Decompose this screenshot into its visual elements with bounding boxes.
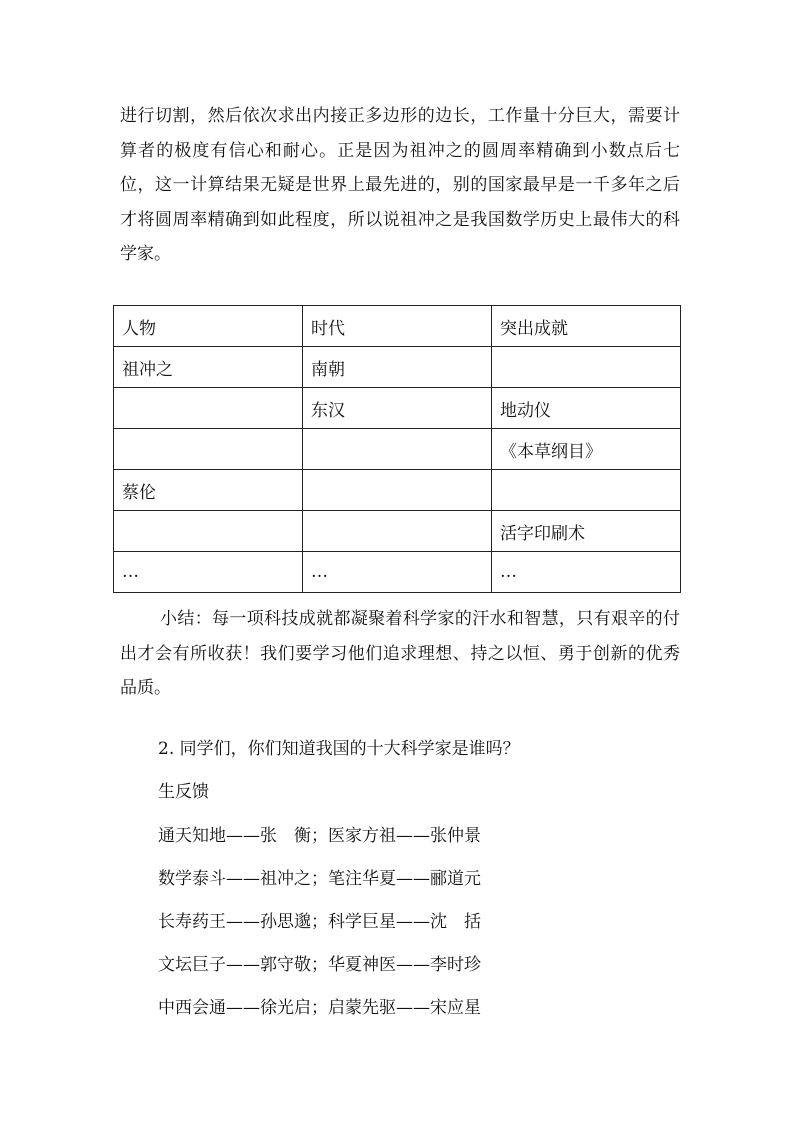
- table-header-cell: 人物: [114, 306, 303, 347]
- scientist-table: [113, 305, 681, 593]
- summary-paragraph: 小结：每一项科技成就都凝聚着科学家的汗水和智慧，只有艰辛的付出才会有所收获！我们要学习他们追求理想、持之以恒、勇于创新的优秀品质。: [120, 609, 680, 698]
- table-cell: [303, 470, 492, 511]
- table-cell: [114, 429, 303, 470]
- table-row: [114, 552, 681, 593]
- scientist-line: 文坛巨子——郭守敬；华夏神医——李时珍: [158, 955, 481, 975]
- table-cell: 蔡伦: [114, 470, 303, 511]
- table-cell: 东汉: [303, 388, 492, 429]
- table-cell: 活字印刷术: [492, 511, 681, 552]
- table-cell: 地动仪: [492, 388, 681, 429]
- table-cell: …: [492, 552, 681, 593]
- table-cell: 《本草纲目》: [492, 429, 681, 470]
- table-cell: …: [114, 552, 303, 593]
- intro-paragraph: 进行切割，然后依次求出内接正多边形的边长，工作量十分巨大，需要计算者的极度有信心和耐心。正是因为祖冲之的圆周率精确到小数点后七位，这一计算结果无疑是世界上最先进的，别的国家最早是一千多年之后才将圆周率精确到如此程度，所以说祖冲之是我国数学历史上最伟大的科学家。: [120, 106, 680, 264]
- table-row: [114, 470, 681, 511]
- table-cell: 祖冲之: [114, 347, 303, 388]
- table-row: [114, 429, 681, 470]
- scientist-line: 中西会通——徐光启；启蒙先驱——宋应星: [158, 998, 481, 1018]
- table-cell: [492, 347, 681, 388]
- table-cell: [114, 511, 303, 552]
- table-cell: [492, 470, 681, 511]
- scientist-line: 通天知地——张 衡；医家方祖——张仲景: [158, 826, 481, 846]
- scientist-line: 数学泰斗——祖冲之；笔注华夏——郦道元: [158, 869, 481, 889]
- scientist-line: 长寿药王——孙思邈；科学巨星——沈 括: [158, 912, 481, 932]
- table-header-row: [114, 306, 681, 347]
- table-cell: 南朝: [303, 347, 492, 388]
- feedback-label: 生反馈: [158, 782, 209, 802]
- table-header-cell: 时代: [303, 306, 492, 347]
- table-cell: [114, 388, 303, 429]
- table-row: [114, 388, 681, 429]
- table-row: [114, 511, 681, 552]
- table-row: [114, 347, 681, 388]
- table-cell: [303, 511, 492, 552]
- table-cell: [303, 429, 492, 470]
- question-line: 2. 同学们，你们知道我国的十大科学家是谁吗？: [158, 739, 520, 759]
- table-header-cell: 突出成就: [492, 306, 681, 347]
- table-cell: …: [303, 552, 492, 593]
